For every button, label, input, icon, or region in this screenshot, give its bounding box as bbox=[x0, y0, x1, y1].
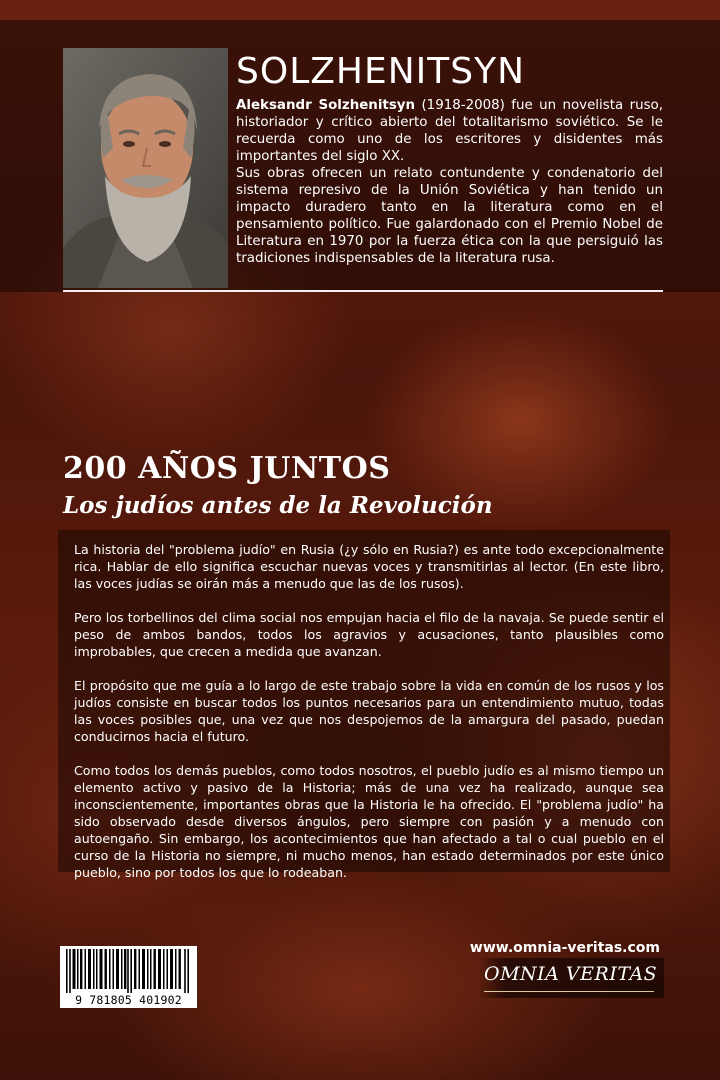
author-bio bbox=[236, 97, 663, 267]
blurb-paragraph: El propósito que me guía a lo largo de este trabajo sobre la vida en común de los rusos y los judíos consiste en buscar todos los puntos necesarios para un entendimiento mutuo, todas las voces posibles que, una vez que nos despojemos de la amargura del pasado, puedan conducirnos hacia el futuro. bbox=[74, 678, 664, 744]
book-subtitle: Los judíos antes de la Revolución bbox=[63, 492, 493, 519]
blurb-paragraph: Pero los torbellinos del clima social nos empujan hacia el filo de la navaja. Se puede sentir el peso de ambos bandos, todos los agravios y acusaciones, tanto plausibles como improbables, que crecen a medida que avanzan. bbox=[74, 610, 664, 659]
isbn-digits: 9 781805 401902 bbox=[75, 993, 182, 1007]
bio-paragraph bbox=[236, 97, 663, 165]
logo-underline bbox=[484, 991, 654, 992]
author-name: SOLZHENITSYN bbox=[236, 51, 526, 92]
blurb bbox=[74, 541, 664, 898]
blurb-paragraph: La historia del "problema judío" en Rusia (¿y sólo en Rusia?) es ante todo excepcionalmente rica. Hablar de ello significa escuchar nuevas voces y transmitirlas al lector. (En este libro, las voces judías se oirán más a menudo que las de los rusos). bbox=[74, 542, 664, 591]
author-portrait-graphic bbox=[63, 48, 228, 288]
book-title: 200 AÑOS JUNTOS bbox=[63, 451, 391, 486]
blurb-paragraph: Como todos los demás pueblos, como todos nosotros, el pueblo judío es al mismo tiempo un elemento activo y pasivo de la Historia; más de una vez ha realizado, aunque sea inconscientemente, importantes obras que la Historia le ha ofrecido. El "problema judío" ha sido observado desde diversos ángulos, pero siempre con pasión y a menudo con autoengaño. Sin embargo, los acontecimientos que han afectado a tal o cual pueblo en el curso de la Historia no siempre, ni mucho menos, han estado determinados por este único pueblo, sino por todos los que lo rodeaban. bbox=[74, 763, 664, 880]
isbn-barcode bbox=[60, 946, 197, 1008]
bio-text: (1918-2008) fue un novelista ruso, historiador y crítico abierto del totalitarismo soviético. Se le recuerda como uno de los escritores y disidentes más importantes del siglo XX. bbox=[236, 98, 663, 164]
bio-paragraph: Sus obras ofrecen un relato contundente y condenatorio del sistema represivo de la Unión Soviética y han tenido un impacto duradero tanto en la literatura como en el pensamiento político. Fue galardonado con el Premio Nobel de Literatura en 1970 por la fuerza ética con la que persiguió las tradiciones indispensables de la literatura rusa. bbox=[236, 166, 663, 266]
publisher-name: OMNIA VERITAS bbox=[484, 963, 658, 985]
barcode-bars bbox=[66, 949, 191, 993]
author-portrait bbox=[63, 48, 228, 288]
bio-author-name: Aleksandr Solzhenitsyn bbox=[236, 98, 416, 113]
publisher-website: www.omnia-veritas.com bbox=[469, 940, 660, 956]
divider bbox=[63, 290, 663, 292]
publisher-logo bbox=[478, 958, 664, 998]
